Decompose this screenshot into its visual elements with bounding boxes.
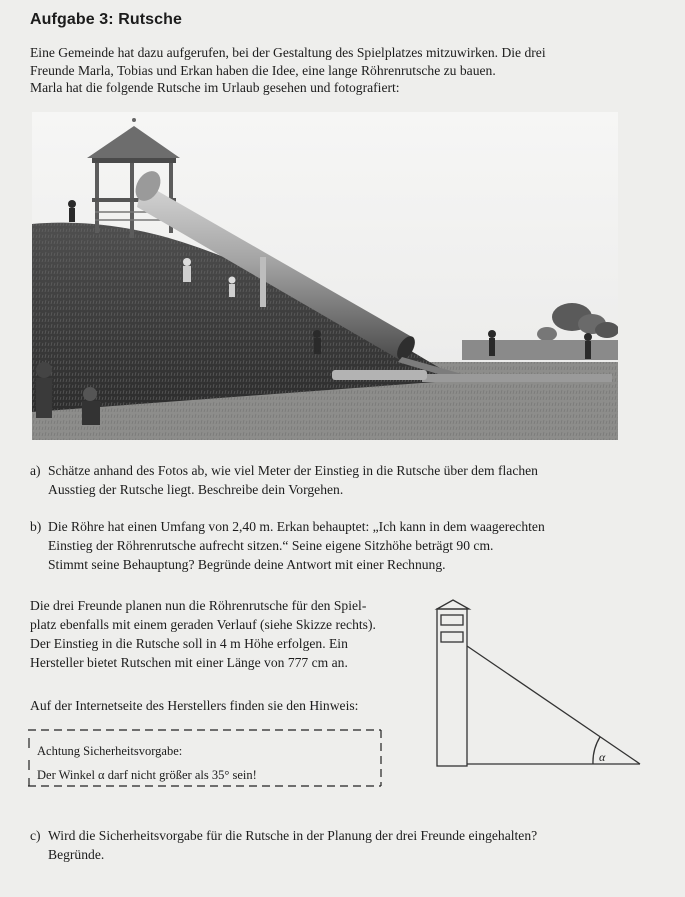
sketch-window-top: [441, 615, 463, 625]
plan-line: Die drei Freunde planen nun die Röhrenrutsche für den Spiel-: [30, 598, 367, 613]
safety-notice-box: [27, 726, 383, 788]
hint-text: Auf der Internetseite des Herstellers finden sie den Hinweis:: [30, 698, 359, 713]
task-c-line: Begründe.: [48, 847, 105, 862]
sketch-tower-roof: [437, 600, 469, 609]
sketch-slide-line: [467, 646, 640, 764]
intro-paragraph: [30, 44, 670, 97]
task-b-line: Stimmt seine Behauptung? Begründe deine Antwort mit einer Rechnung.: [48, 557, 446, 572]
task-b-label: b): [30, 519, 42, 534]
plan-line: platz ebenfalls mit einem geraden Verlauf (siehe Skizze rechts).: [30, 617, 376, 632]
slide-photo: [32, 112, 618, 440]
plan-line: Hersteller bietet Rutschen mit einer Länge von 777 cm an.: [30, 655, 348, 670]
notice-text: Der Winkel α darf nicht größer als 35° sein!: [37, 768, 257, 782]
sketch-angle-label: α: [599, 750, 606, 764]
slide-sketch-drawing: [425, 596, 655, 776]
task-b-line: Die Röhre hat einen Umfang von 2,40 m. Erkan behauptet: „Ich kann in dem waagerechten: [48, 519, 545, 534]
task-a-line: Ausstieg der Rutsche liegt. Beschreibe dein Vorgehen.: [48, 482, 344, 497]
task-c-label: c): [30, 828, 41, 843]
task-c: [30, 826, 630, 864]
task-b-line: Einstieg der Röhrenrutsche aufrecht sitzen.“ Seine eigene Sitzhöhe beträgt 90 cm.: [48, 538, 494, 553]
task-b: [30, 517, 630, 574]
task-a-line: Schätze anhand des Fotos ab, wie viel Meter der Einstieg in die Rutsche über dem flachen: [48, 463, 538, 478]
slide-photo-drawing: [32, 112, 618, 440]
sketch-window-bottom: [441, 632, 463, 642]
task-title: Aufgabe 3: Rutsche: [30, 11, 183, 28]
task-a: [30, 461, 630, 499]
intro-line: Marla hat die folgende Rutsche im Urlaub gesehen und fotografiert:: [30, 80, 400, 95]
notice-title: Achtung Sicherheitsvorgabe:: [37, 744, 183, 758]
intro-line: Freunde Marla, Tobias und Erkan haben die Idee, eine lange Röhrenrutsche zu bauen.: [30, 62, 496, 78]
slide-sketch: [425, 596, 655, 776]
planning-paragraph: [30, 596, 420, 672]
intro-line: Eine Gemeinde hat dazu aufgerufen, bei der Gestaltung des Spielplatzes mitzuwirken. Die drei: [30, 45, 546, 60]
plan-line: Der Einstieg in die Rutsche soll in 4 m Höhe erfolgen. Ein: [30, 636, 348, 651]
task-a-label: a): [30, 463, 41, 478]
task-c-line: Wird die Sicherheitsvorgabe für die Rutsche in der Planung der drei Freunde eingehalten?: [48, 828, 538, 843]
